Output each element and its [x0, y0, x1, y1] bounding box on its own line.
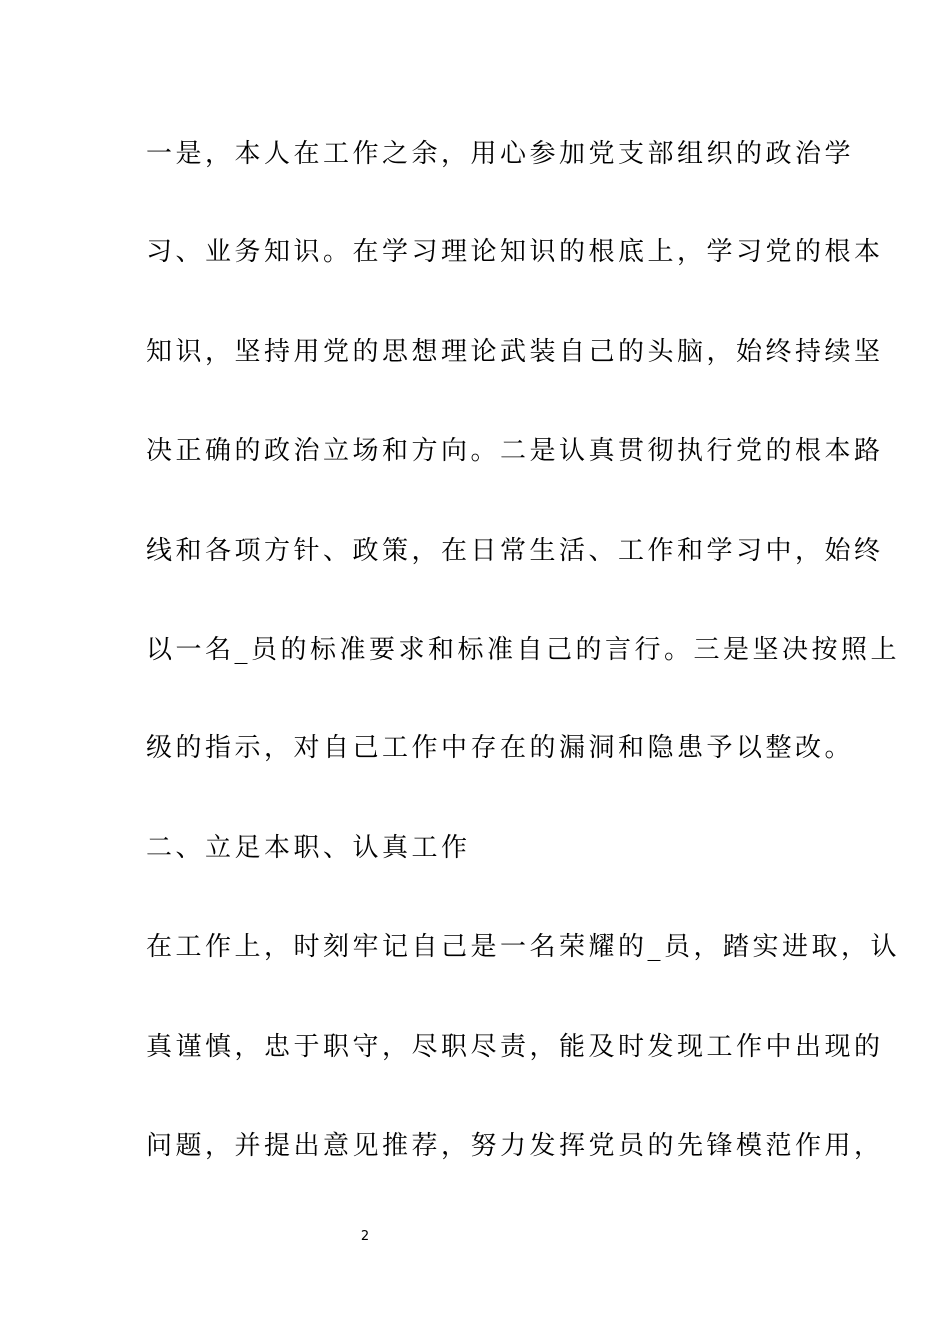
- body-text-line: 决正确的政治立场和方向。二是认真贯彻执行党的根本路: [146, 436, 884, 466]
- body-text-line: 一是，本人在工作之余，用心参加党支部组织的政治学: [146, 139, 855, 169]
- section-heading: 二、立足本职、认真工作: [146, 833, 471, 863]
- body-text-line: 在工作上，时刻牢记自己是一名荣耀的_员，踏实进取，认: [146, 932, 901, 962]
- body-text-line: 线和各项方针、政策，在日常生活、工作和学习中，始终: [146, 536, 884, 566]
- page-number: 2: [360, 1229, 370, 1244]
- body-text-line: 级的指示，对自己工作中存在的漏洞和隐患予以整改。: [146, 733, 855, 763]
- body-text-line: 真谨慎，忠于职守，尽职尽责，能及时发现工作中出现的: [146, 1032, 884, 1062]
- body-text-line: 习、业务知识。在学习理论知识的根底上，学习党的根本: [146, 237, 884, 267]
- body-text-line: 问题，并提出意见推荐，努力发挥党员的先锋模范作用，: [146, 1131, 884, 1161]
- body-text-line: 知识，坚持用党的思想理论武装自己的头脑，始终持续坚: [146, 337, 884, 367]
- body-text-line: 以一名_员的标准要求和标准自己的言行。三是坚决按照上: [146, 635, 901, 665]
